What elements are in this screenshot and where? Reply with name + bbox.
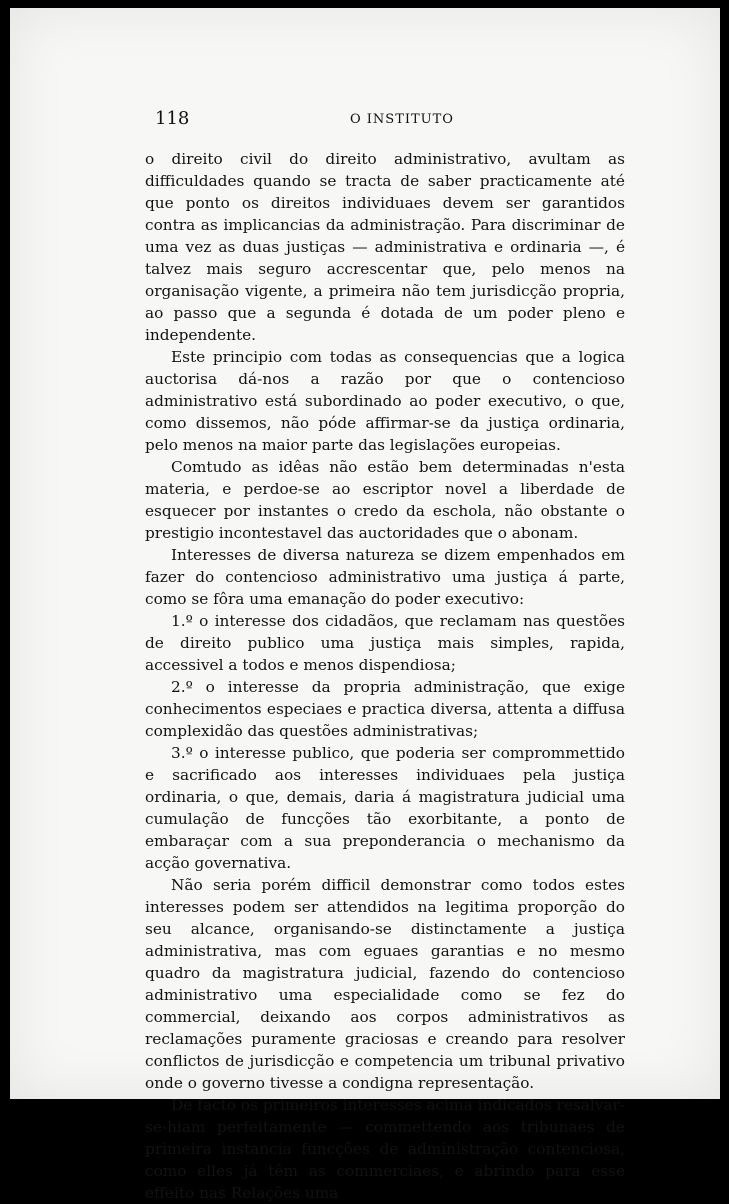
paragraph: Não seria porém difficil demonstrar como todos estes interesses podem ser attendidos na legitima proporção do seu alcance, organisando-se distinctamente a justiça administrativa, mas com eguaes garantias e no mesmo quadro da magistratura judicial, fazendo do contencioso administrativo uma especialidade como se fez do commercial, deixando aos corpos administrativos as reclamações puramente graciosas e creando para resolver conflictos de jurisdicção e competencia um tribunal privativo onde o governo tivesse a condigna representação. — [145, 876, 625, 1092]
page-header — [155, 108, 635, 132]
paragraph: Interesses de diversa natureza se dizem empenhados em fazer do contencioso administrativo uma justiça á parte, como se fôra uma emanação do poder executivo: — [145, 546, 625, 608]
paragraph: Comtudo as idêas não estão bem determinadas n'esta materia, e perdoe-se ao escriptor novel a liberdade de esquecer por instantes o credo da escholа, não obstante o prestigio incontestavel das auctoridades que o abonam. — [145, 458, 625, 542]
list-item: 3.º o interesse publico, que poderia ser comprommettido e sacrificado aos interesses individuaes pela justiça ordinaria, o que, demais, daria á magistratura judicial uma cumulação de funcções tão exorbitante, a ponto de embaraçar com a sua preponderancia o mechanismo da acção governativa. — [145, 744, 625, 872]
paragraph: Este principio com todas as consequencias que a logica auctorisa dá-nos a razão por que o contencioso administrativo está subordinado ao poder executivo, o que, como dissemos, não póde affirmar-se da justiça ordinaria, pelo menos na maior parte das legislações europeias. — [145, 348, 625, 454]
body-text — [145, 148, 625, 1204]
list-item: 1.º o interesse dos cidadãos, que reclamam nas questões de direito publico uma justiça mais simples, rapida, accessivel a todos e menos dispendiosa; — [145, 612, 625, 674]
paragraph: De facto os primeiros interesses acima indicados resalvar-se-hiam perfeitamente — commettendo aos tribunaes de primeira instancia funcções de administração contenciosa, como elles já têm as commerciaes, e abrindo para esse effeito nas Relações uma — [145, 1096, 625, 1202]
list-item: 2.º o interesse da propria administração, que exige conhecimentos especiaes e practica diversa, attenta a diffusa complexidão das questões administrativas; — [145, 678, 625, 740]
paragraph: o direito civil do direito administrativo, avultam as difficuldades quando se tracta de saber practicamente até que ponto os direitos individuaes devem ser garantidos contra as implicancias da administração. Para discriminar de uma vez as duas justiças — administrativa e ordinaria —, é talvez mais seguro accrescentar que, pelo menos na organisação vigente, a primeira não tem jurisdicção propria, ao passo que a segunda é dotada de um poder pleno e independente. — [145, 150, 625, 344]
page-number: 118 — [155, 108, 190, 129]
running-title: O INSTITUTO — [350, 112, 454, 127]
